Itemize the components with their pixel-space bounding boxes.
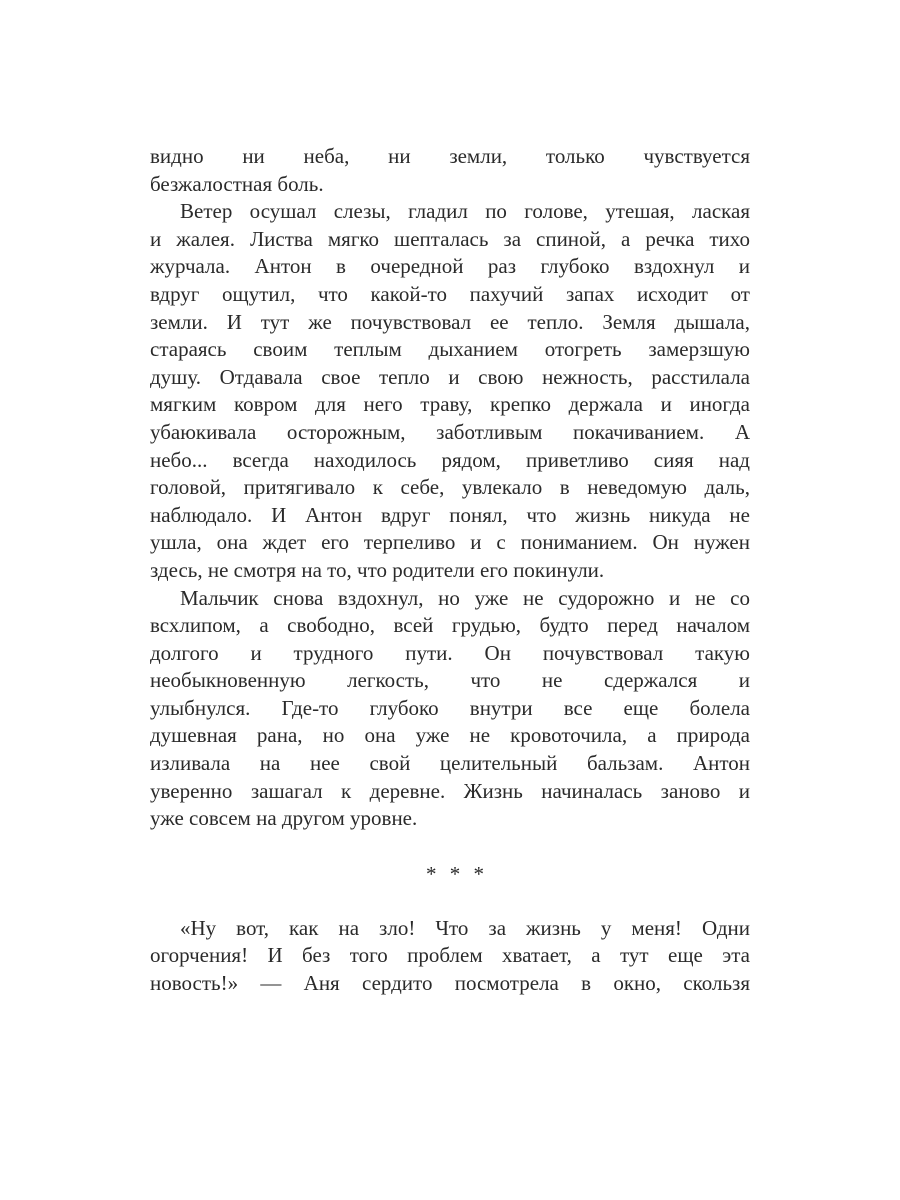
text-line: уже совсем на другом уровне. [150,806,418,831]
text-line: и жалея. Листва мягко шепталась за спиной, а речка тихо [150,226,750,251]
paragraph-3 [150,585,750,833]
text-line: небо... всегда находилось рядом, приветливо сияя над [150,447,750,472]
text-line: стараясь своим теплым дыханием отогреть замерзшую [150,337,750,362]
page-text [150,143,750,998]
text-line: долгого и трудного пути. Он почувствовал такую [150,640,750,665]
text-line: улыбнулся. Где-то глубоко внутри все еще болела [150,695,750,720]
text-line: вдруг ощутил, что какой-то пахучий запах исходит от [150,281,750,306]
text-line: всхлипом, а свободно, всей грудью, будто перед началом [150,613,750,638]
text-line: ушла, она ждет его терпеливо и с пониманием. Он нужен [150,530,750,555]
paragraph-4 [150,915,750,998]
section-separator: * * * [426,861,488,886]
text-line: головой, притягивало к себе, увлекало в неведомую даль, [150,475,750,500]
text-line: Мальчик снова вздохнул, но уже не судорожно и не со [180,585,750,610]
text-line: земли. И тут же почувствовал ее тепло. Земля дышала, [150,309,750,334]
text-line: изливала на нее свой целительный бальзам. Антон [150,751,750,776]
paragraph-1 [150,143,750,198]
text-line: душу. Отдавала свое тепло и свою нежность, расстилала [150,364,750,389]
text-line: убаюкивала осторожным, заботливым покачиванием. А [150,419,750,444]
text-line: Ветер осушал слезы, гладил по голове, утешая, лаская [180,199,750,224]
text-line: уверенно зашагал к деревне. Жизнь начиналась заново и [150,778,750,803]
text-line: здесь, не смотря на то, что родители его покинули. [150,557,605,582]
text-line: журчала. Антон в очередной раз глубоко вздохнул и [150,254,750,279]
text-line: душевная рана, но она уже не кровоточила, а природа [150,723,750,748]
text-line: безжалостная боль. [150,171,324,196]
paragraph-2 [150,198,750,584]
text-line: наблюдало. И Антон вдруг понял, что жизнь никуда не [150,502,750,527]
text-line: огорчения! И без того проблем хватает, а тут еще эта [150,943,750,968]
text-line: видно ни неба, ни земли, только чувствуется [150,144,750,168]
text-line: необыкновенную легкость, что не сдержался и [150,668,750,693]
text-line: мягким ковром для него траву, крепко держала и иногда [150,392,750,417]
text-line: «Ну вот, как на зло! Что за жизнь у меня! Одни [180,915,750,940]
text-line: новость!» — Аня сердито посмотрела в окно, скользя [150,971,750,996]
